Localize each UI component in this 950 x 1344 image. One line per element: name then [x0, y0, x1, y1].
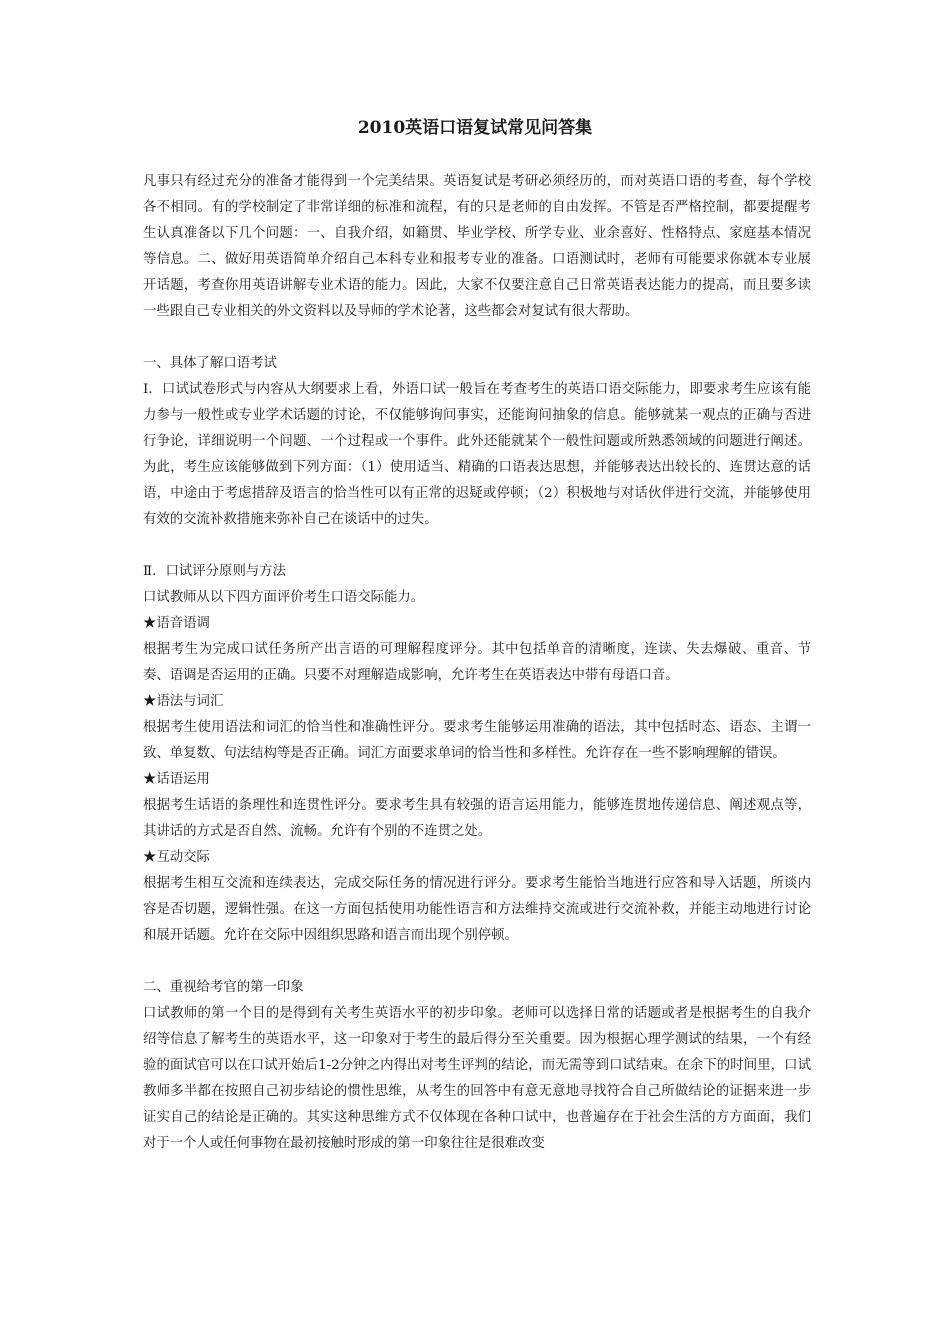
intro-paragraph: 凡事只有经过充分的准备才能得到一个完美结果。英语复试是考研必须经历的，而对英语口语的考查，每个学校各不相同。有的学校制定了非常详细的标准和流程，有的只是老师的自由发挥。不管是否严格控制，都要提醒考生认真准备以下几个问题：一、自我介绍，如籍贯、毕业学校、所学专业、业余喜好、性格特点、家庭基本情况等信息。二、做好用英语简单介绍自己本科专业和报考专业的准备。口语测试时，老师有可能要求你就本专业展开话题，考查你用英语讲解专业术语的能力。因此，大家不仅要注意自己日常英语表达能力的提高，而且要多读一些跟自己专业相关的外文资料以及导师的学术论著，这些都会对复试有很大帮助。 — [143, 174, 811, 319]
criterion-label: ★语音语调 — [143, 616, 210, 631]
criterion-label: ★互动交际 — [143, 850, 210, 865]
document-body — [143, 169, 811, 1157]
paragraph-gap — [143, 949, 811, 975]
document-title: 2010英语口语复试常见问答集 — [357, 118, 593, 138]
criterion-label: ★语法与词汇 — [143, 694, 224, 709]
paragraph-gap — [143, 325, 811, 351]
criterion-text: 根据考生使用语法和词汇的恰当性和准确性评分。要求考生能够运用准确的语法，其中包括时态、语态、主谓一致、单复数、句法结构等是否正确。词汇方面要求单词的恰当性和多样性。允许存在一些不影响理解的错误。 — [143, 720, 811, 761]
criterion-label: ★话语运用 — [143, 772, 210, 787]
criterion-text: 根据考生为完成口试任务所产出言语的可理解程度评分。其中包括单音的清晰度，连读、失去爆破、重音、节奏、语调是否运用的正确。只要不对理解造成影响，允许考生在英语表达中带有母语口音。 — [143, 642, 811, 683]
section-2-paragraph: 口试教师的第一个目的是得到有关考生英语水平的初步印象。老师可以选择日常的话题或者是根据考生的自我介绍等信息了解考生的英语水平，这一印象对于考生的最后得分至关重要。因为根据心理学测试的结果，一个有经验的面试官可以在口试开始后1-2分钟之内得出对考生评判的结论，而无需等到口试结束。在余下的时间里，口试教师多半都在按照自己初步结论的惯性思维，从考生的回答中有意无意地寻找符合自己所做结论的证据来进一步证实自己的结论是正确的。其实这种思维方式不仅体现在各种口试中，也普遍存在于社会生活的方方面面，我们对于一个人或任何事物在最初接触时形成的第一印象往往是很难改变 — [143, 1006, 811, 1151]
section-1-part-1-paragraph: Ⅰ．口试试卷形式与内容从大纲要求上看，外语口试一般旨在考查考生的英语口语交际能力，即要求考生应该有能力参与一般性或专业学术话题的讨论，不仅能够询问事实，还能询问抽象的信息。能够就某一观点的正确与否进行争论，详细说明一个问题、一个过程或一个事件。此外还能就某个一般性问题或所熟悉领域的问题进行阐述。为此，考生应该能够做到下列方面：（1）使用适当、精确的口语表达思想，并能够表达出较长的、连贯达意的话语，中途由于考虑措辞及语言的恰当性可以有正常的迟疑或停顿；（2）积极地与对话伙伴进行交流，并能够使用有效的交流补救措施来弥补自己在谈话中的过失。 — [143, 382, 811, 527]
criterion-text: 根据考生话语的条理性和连贯性评分。要求考生具有较强的语言运用能力，能够连贯地传递信息、阐述观点等，其讲话的方式是否自然、流畅。允许有个别的不连贯之处。 — [143, 798, 811, 839]
section-1-heading: 一、具体了解口语考试 — [143, 356, 277, 371]
section-1-part-2-heading: Ⅱ．口试评分原则与方法 — [143, 564, 287, 579]
section-1-part-2-intro: 口试教师从以下四方面评价考生口语交际能力。 — [143, 590, 425, 605]
section-2-heading: 二、重视给考官的第一印象 — [143, 980, 304, 995]
paragraph-gap — [143, 533, 811, 559]
criterion-text: 根据考生相互交流和连续表达，完成交际任务的情况进行评分。要求考生能恰当地进行应答和导入话题，所谈内容是否切题，逻辑性强。在这一方面包括使用功能性语言和方法维持交流或进行交流补救，并能主动地进行讨论和展开话题。允许在交际中因组织思路和语言而出现个别停顿。 — [143, 876, 811, 943]
